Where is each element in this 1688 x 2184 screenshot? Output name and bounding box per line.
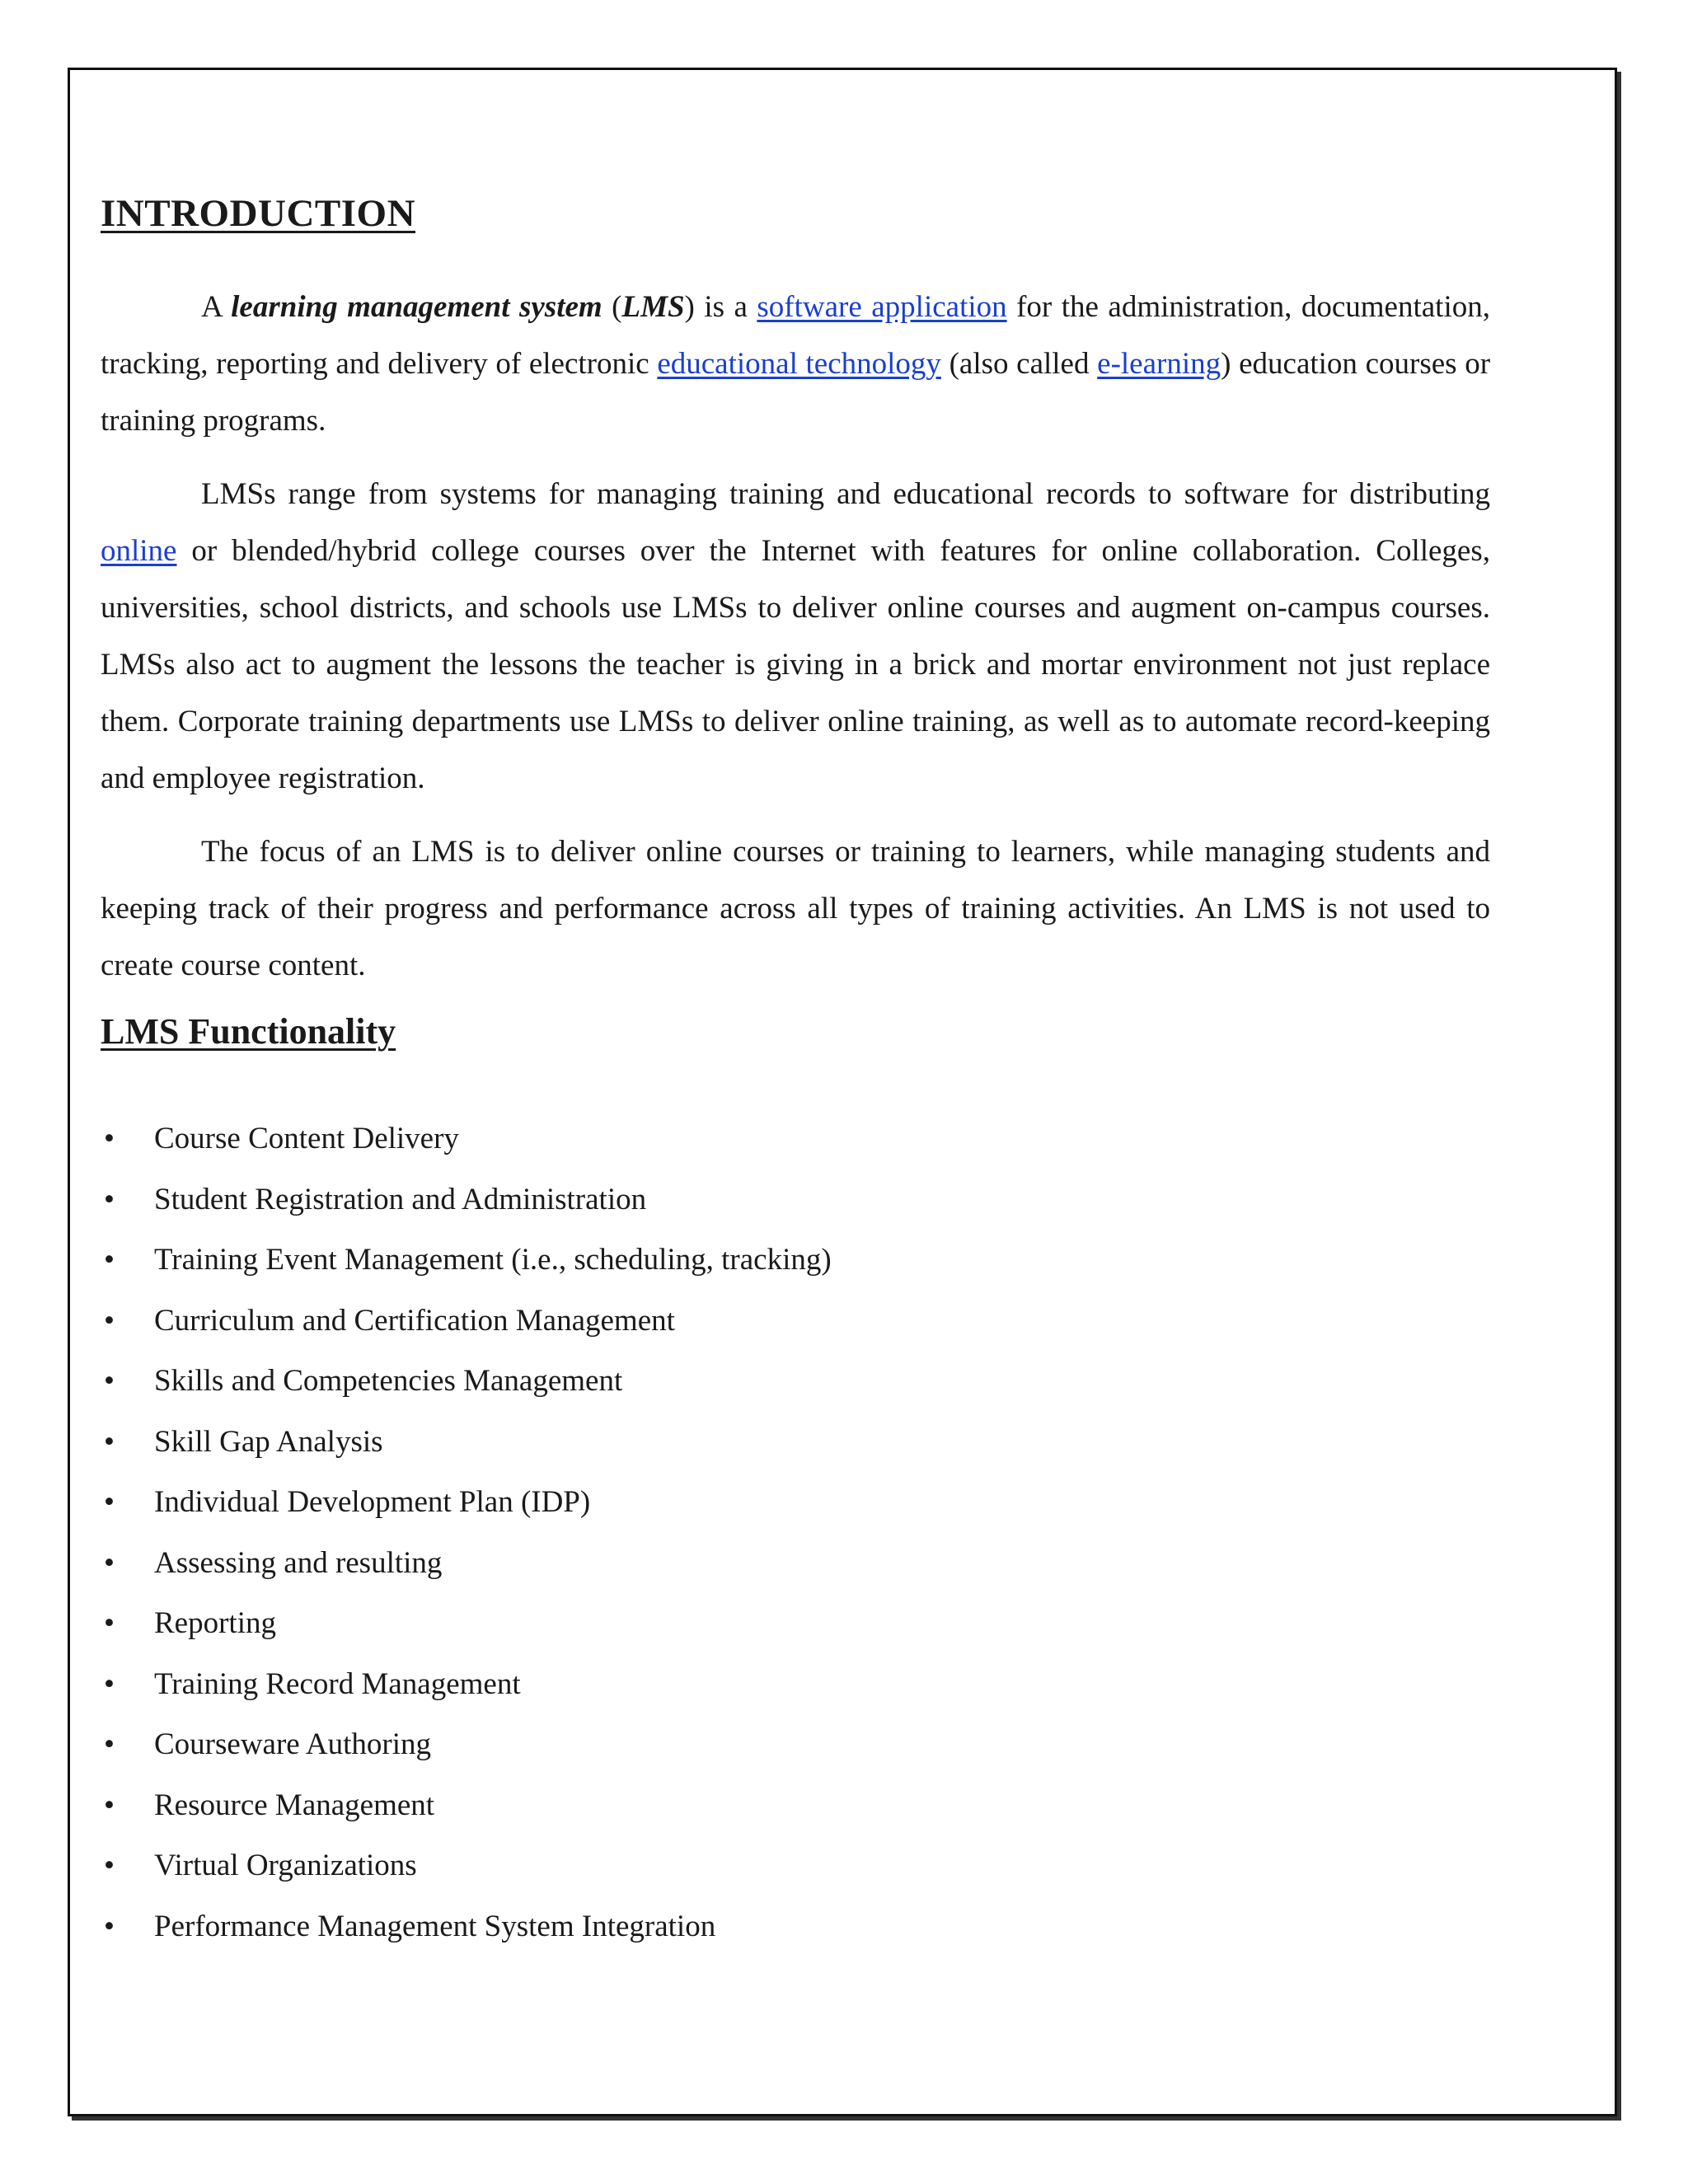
bullet-icon: • (104, 1909, 115, 1943)
text-span: ) education courses or training programs. (101, 347, 1491, 438)
list-item (101, 1835, 1490, 1896)
list-item (101, 1291, 1490, 1352)
list-item-label: Reporting (154, 1606, 276, 1640)
list-item-label: Curriculum and Certification Management (154, 1303, 675, 1338)
bullet-icon: • (104, 1303, 115, 1338)
list-item (101, 1714, 1490, 1775)
list-item-label: Course Content Delivery (154, 1122, 459, 1155)
list-item (101, 1351, 1490, 1412)
e-learning-link[interactable]: e-learning (1097, 347, 1221, 381)
text-span: for the administration, documentation, tracking, reporting and delivery of electronic (101, 290, 1490, 381)
list-item-label: Skill Gap Analysis (154, 1424, 383, 1459)
list-item (101, 1775, 1490, 1836)
text-span: ( (602, 290, 622, 324)
text-span: LMSs range from systems for managing training and educational records to software for distributing (201, 477, 1490, 511)
document-body (101, 191, 1490, 1957)
list-item (101, 1412, 1490, 1473)
bullet-icon: • (104, 1485, 115, 1519)
online-link[interactable]: online (101, 534, 177, 568)
list-item-label: Resource Management (154, 1788, 435, 1822)
list-item-label: Virtual Organizations (154, 1849, 417, 1882)
list-item-label: Courseware Authoring (154, 1727, 432, 1761)
bullet-icon: • (104, 1545, 115, 1580)
bullet-icon: • (104, 1243, 115, 1277)
list-item (101, 1654, 1490, 1715)
list-item (101, 1230, 1490, 1291)
list-item-label: Individual Development Plan (IDP) (154, 1485, 591, 1519)
text-span: A (201, 290, 232, 324)
list-item (101, 1169, 1490, 1230)
bullet-icon: • (104, 1666, 115, 1701)
list-item-label: Training Event Management (i.e., scheduling, tracking) (154, 1243, 832, 1277)
bullet-icon: • (104, 1849, 115, 1882)
intro-paragraph-3: The focus of an LMS is to deliver online courses or training to learners, while managing students and keeping track of their progress and performance across all types of training activities. An LMS is not used to create course content. (101, 835, 1490, 982)
term-lms: LMS (621, 290, 685, 324)
list-item (101, 1472, 1490, 1533)
functionality-list (101, 1108, 1490, 1957)
intro-paragraph-2 (101, 466, 1490, 807)
list-item (101, 1108, 1490, 1169)
intro-paragraph-1 (101, 279, 1490, 449)
bullet-icon: • (104, 1606, 115, 1640)
bullet-icon: • (104, 1727, 115, 1761)
bullet-icon: • (104, 1424, 115, 1459)
term-learning-management-system: learning management system (231, 290, 603, 324)
list-item-label: Student Registration and Administration (154, 1182, 647, 1216)
list-item-label: Training Record Management (154, 1666, 521, 1701)
software-application-link[interactable]: software application (757, 290, 1007, 324)
functionality-heading: LMS Functionality (101, 1011, 396, 1052)
text-span: or blended/hybrid college courses over the Internet with features for online collaboration. Colleges, universities, school districts, and schools use LMSs to deliver online courses and augment on-campus courses. LMSs also act to augment the lessons the teacher is giving in a brick and mortar environment not just replace them. Corporate training departments use LMSs to deliver online training, as well as to automate record-keeping and employee registration. (101, 534, 1490, 795)
text-span: (also called (940, 347, 1098, 381)
list-item-label: Assessing and resulting (154, 1545, 443, 1580)
educational-technology-link[interactable]: educational technology (657, 347, 941, 381)
list-item (101, 1896, 1490, 1957)
list-item (101, 1593, 1490, 1654)
bullet-icon: • (104, 1364, 115, 1398)
list-item-label: Performance Management System Integration (154, 1909, 716, 1943)
text-span: ) is a (684, 290, 757, 324)
bullet-icon: • (104, 1182, 115, 1216)
list-item-label: Skills and Competencies Management (154, 1364, 623, 1398)
bullet-icon: • (104, 1788, 115, 1822)
list-item (101, 1533, 1490, 1594)
introduction-heading: INTRODUCTION (101, 192, 416, 235)
bullet-icon: • (104, 1122, 115, 1155)
